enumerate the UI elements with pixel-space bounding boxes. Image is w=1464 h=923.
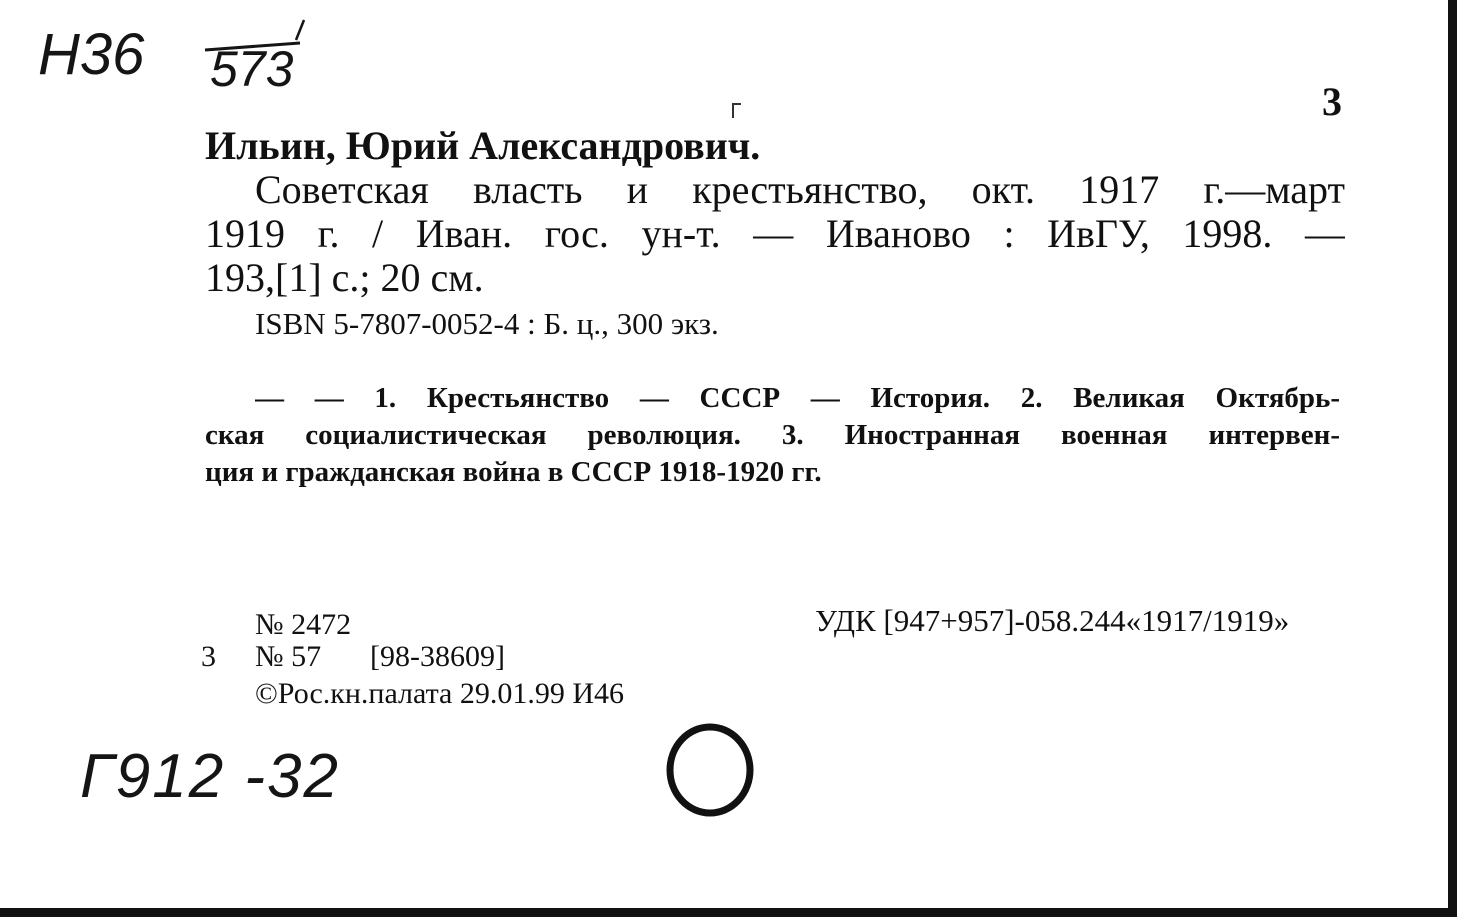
isbn-line: ISBN 5-7807-0052-4 : Б. ц., 300 экз. [255, 306, 719, 341]
handwritten-top-code: Н36 [38, 22, 145, 87]
subject-line: — — 1. Крестьянство — СССР — История. 2. Великая Октябрь- [255, 382, 1340, 414]
copies-count: 3 [201, 640, 216, 673]
description-line: Советская власть и крестьянство, окт. 1917 г.—март [255, 168, 1345, 212]
copy-number: 3 [1322, 79, 1342, 124]
registry-number: [98-38609] [370, 640, 505, 673]
handwritten-top-number: 573 [210, 41, 294, 97]
subject-line: ция и гражданская война в СССР 1918-1920 гг. [205, 456, 822, 488]
author-heading: Ильин, Юрий Александрович. [205, 123, 761, 168]
imprint-line: ©Рос.кн.палата 29.01.99 И46 [255, 677, 625, 710]
udc-classification: УДК [947+957]-058.244«1917/1919» [815, 603, 1290, 638]
description-line: 193,[1] с.; 20 см. [205, 255, 484, 300]
description-line: 1919 г. / Иван. гос. ун-т. — Иваново : ИвГУ, 1998. — [205, 212, 1345, 256]
record-number: № 2472 [255, 608, 352, 641]
entry-number: № 57 [255, 640, 322, 673]
handwritten-shelf-mark: Г912 -32 [80, 742, 341, 811]
subject-line: ская социалистическая революция. 3. Иностранная военная интервен- [205, 419, 1340, 451]
